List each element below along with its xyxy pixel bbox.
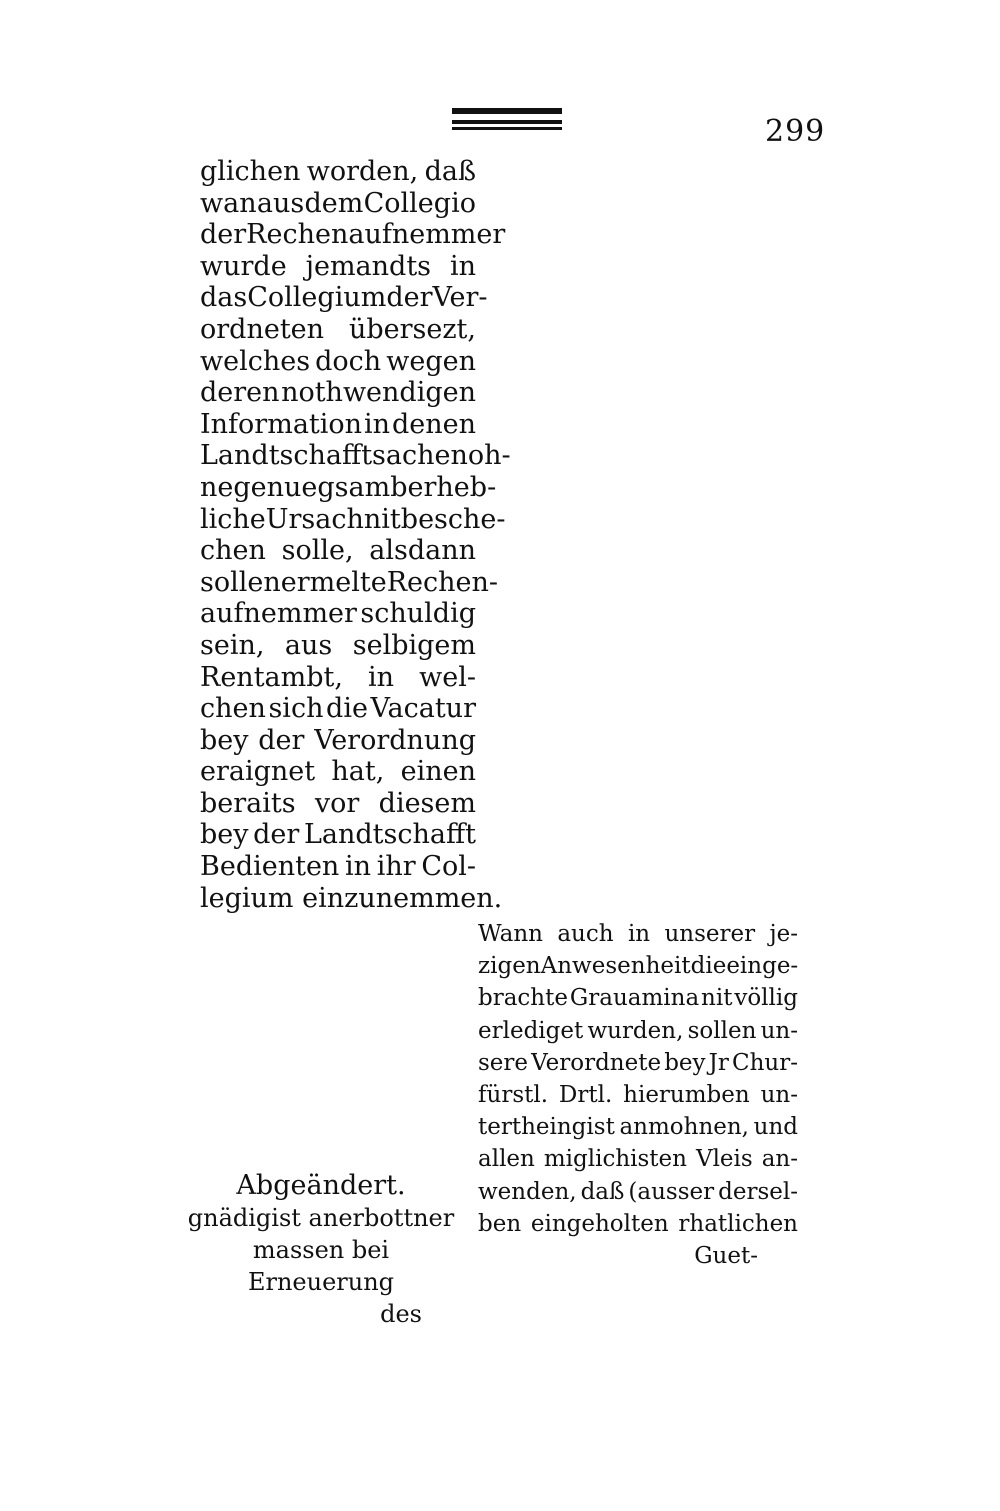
word: wegen (386, 345, 476, 377)
word: beraits (200, 787, 296, 819)
text-line (200, 314, 476, 346)
word: alsdann (369, 535, 476, 567)
text-line (200, 188, 476, 220)
word: bey (200, 819, 249, 851)
word: bey (664, 1049, 706, 1076)
word: je- (769, 921, 798, 947)
word: nit (701, 985, 733, 1012)
text-line (478, 1143, 798, 1175)
word: die (690, 953, 727, 980)
text-line: legium einzunemmen. (200, 882, 503, 914)
word: chen (200, 535, 266, 567)
word: in (368, 661, 395, 693)
word: doch (315, 345, 382, 377)
margin-note-heading: Abgeändert. (236, 1170, 406, 1201)
text-line (200, 282, 488, 314)
left-column-text (200, 156, 511, 914)
text-line (200, 440, 511, 472)
word: Information (200, 408, 363, 440)
word: Verordnete (531, 1049, 662, 1076)
word: daß (424, 156, 476, 187)
word: die (326, 693, 368, 725)
word: erlediget (478, 1017, 584, 1044)
text-line (478, 1176, 798, 1208)
word: Grauamina (569, 985, 700, 1012)
text-line (200, 535, 476, 567)
text-line (478, 950, 798, 982)
word: (ausser (628, 1178, 715, 1205)
word: oh- (467, 440, 511, 472)
word: wan (200, 187, 257, 219)
word: miglichisten (543, 1146, 687, 1173)
word: nit (363, 503, 401, 535)
text-line (200, 219, 506, 251)
word: daß (580, 1178, 625, 1205)
page-number: 299 (765, 114, 826, 149)
text-line (200, 566, 498, 599)
word: tertheingist (478, 1114, 615, 1141)
word: sollen (200, 566, 281, 598)
right-column-text (478, 918, 798, 1272)
word: Ursach (265, 503, 364, 535)
word: Landtschafftsachen (200, 440, 468, 472)
word: Rentambt, (200, 661, 343, 693)
text-line (200, 693, 476, 725)
word: auch (557, 921, 614, 947)
word: sollen (687, 1017, 757, 1044)
text-line (478, 1015, 798, 1047)
word: rhatlichen (678, 1210, 798, 1237)
word: Wann (478, 921, 543, 947)
word: Anwesenheit (540, 953, 691, 980)
catchword: Guet- (694, 1243, 758, 1270)
text-line (200, 725, 476, 757)
word: Collegium (247, 282, 387, 314)
ornamental-rule-bottom (452, 127, 562, 130)
text-line (200, 251, 476, 283)
word: erheb- (407, 471, 497, 503)
word: Landtschafft (303, 819, 476, 851)
word: in (345, 851, 372, 883)
text-line (200, 503, 506, 536)
word: besche- (400, 503, 506, 535)
margin-note (180, 1170, 462, 1330)
word: unserer (664, 921, 756, 947)
word: hierumben (623, 1082, 750, 1109)
ornamental-rule-top (452, 108, 562, 114)
margin-note-line: des (380, 1300, 422, 1328)
text-line (200, 756, 476, 788)
text-line (200, 630, 476, 662)
word: der (253, 819, 300, 851)
word: der (200, 219, 247, 251)
ornamental-rule-middle (452, 120, 562, 124)
word: aus (256, 187, 305, 219)
word: wenden, (478, 1178, 577, 1205)
word: jemandts (305, 250, 432, 282)
word: brachte (478, 985, 568, 1012)
word: solle, (281, 535, 354, 567)
text-line (200, 156, 476, 188)
word: Rechenaufnemmer (246, 219, 506, 251)
word: worden, (306, 156, 419, 187)
text-line (200, 409, 476, 441)
word: der (386, 282, 433, 314)
word: Rechen- (386, 566, 498, 598)
word: völlig (734, 985, 798, 1012)
word: hat, (331, 756, 385, 788)
text-line (200, 471, 497, 504)
word: ne (200, 471, 234, 503)
word: vor (314, 787, 360, 819)
word: wel- (419, 661, 476, 693)
word: aus (284, 629, 333, 661)
word: in (627, 921, 651, 947)
word: dem (304, 187, 364, 219)
word: sein, (200, 629, 265, 661)
word: liche (200, 503, 266, 535)
word: wurde (200, 250, 287, 282)
word: genuegsamb (233, 471, 408, 503)
text-line (478, 1047, 798, 1079)
word: in (449, 250, 476, 282)
word: einge- (726, 953, 799, 980)
word: wurden, (587, 1017, 684, 1044)
word: Collegio (363, 187, 476, 219)
text-line (478, 1079, 798, 1111)
word: Vacatur (370, 693, 476, 725)
text-line (200, 662, 476, 694)
text-line (478, 982, 798, 1014)
word: eraignet (200, 756, 316, 788)
word: Jr (708, 1049, 729, 1076)
word: ihr (376, 851, 416, 883)
word: anmohnen, (619, 1114, 749, 1141)
text-line (200, 346, 476, 378)
margin-note-line: massen bei Erneuerung (247, 1236, 395, 1296)
word: einen (400, 756, 476, 788)
text-line (478, 1111, 798, 1143)
word: der (258, 724, 305, 756)
text-line (478, 1208, 798, 1240)
word: und (753, 1114, 798, 1141)
word: eingeholten (530, 1210, 669, 1237)
word: Drtl. (558, 1082, 613, 1109)
word: un- (760, 1017, 798, 1044)
word: zigen (478, 953, 541, 980)
text-line (200, 788, 476, 820)
word: schuldig (360, 598, 476, 630)
word: un- (760, 1082, 798, 1109)
margin-note-line: gnädigist anerbottner (187, 1204, 455, 1232)
word: sich (268, 693, 324, 725)
word: in (363, 408, 391, 440)
word: das (200, 282, 248, 314)
word: bey (200, 724, 249, 756)
text-line (200, 819, 476, 851)
word: chen (200, 693, 266, 725)
word: Bedienten (200, 851, 340, 883)
word: übersezt, (348, 313, 476, 345)
word: diesem (378, 787, 476, 819)
word: selbigem (352, 629, 476, 661)
text-line (200, 377, 476, 409)
word: aufnemmer (200, 598, 357, 630)
word: ermelte (280, 566, 387, 598)
word: Vleis (695, 1146, 753, 1173)
word: allen (478, 1146, 535, 1173)
word: an- (761, 1146, 798, 1173)
word: Col- (421, 851, 476, 883)
word: sere (478, 1049, 529, 1076)
word: glichen (200, 156, 301, 187)
word: ordneten (200, 313, 325, 345)
word: Chur- (731, 1049, 798, 1076)
word: Ver- (432, 282, 488, 314)
word: denen (391, 408, 476, 440)
text-line (200, 598, 476, 630)
word: dersel- (718, 1178, 798, 1205)
text-line (200, 851, 476, 883)
word: deren (200, 377, 280, 409)
word: Verordnung (314, 724, 476, 756)
text-line (478, 918, 798, 950)
word: fürstl. (478, 1082, 549, 1109)
word: nothwendigen (281, 377, 476, 409)
word: welches (200, 345, 311, 377)
word: ben (478, 1210, 522, 1237)
